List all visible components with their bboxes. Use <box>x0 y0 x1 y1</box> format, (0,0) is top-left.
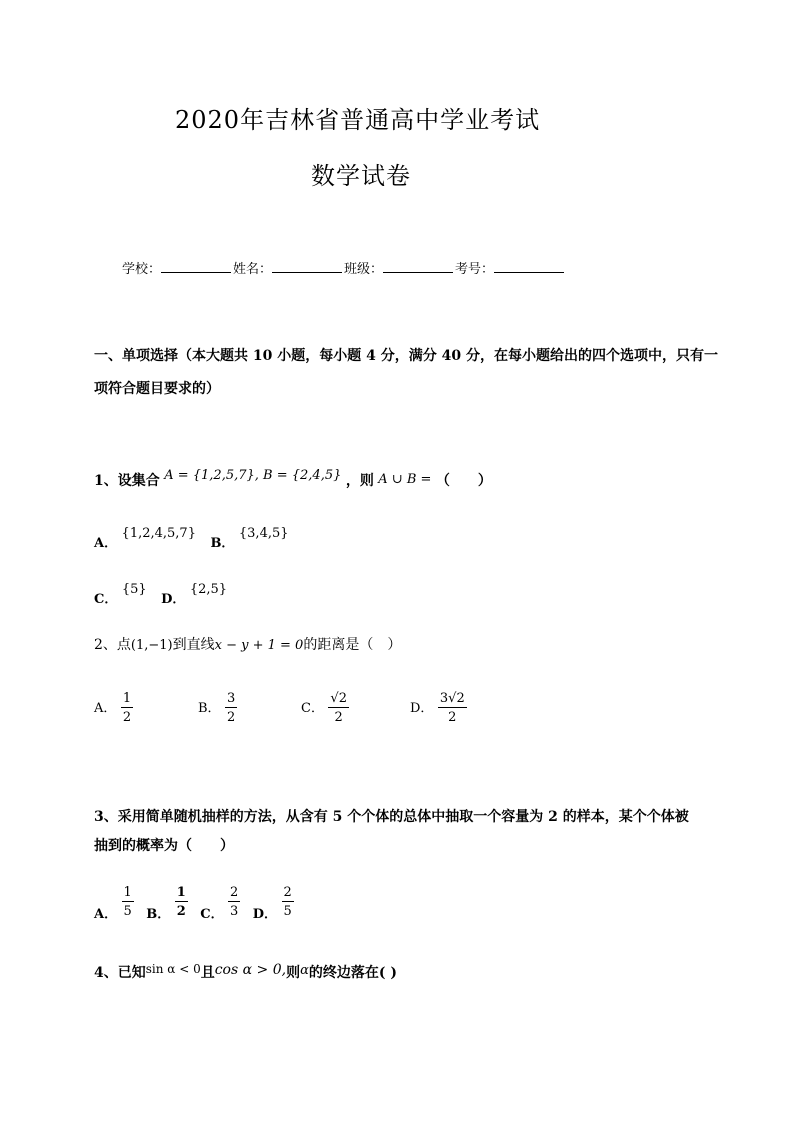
q2-point: (1,−1) <box>130 638 173 653</box>
q4-and: 且 <box>200 965 215 981</box>
q2-option-c-label: C． <box>301 701 324 716</box>
q3-option-a-label: A． <box>94 907 118 922</box>
q1-option-d-label[interactable]: D． <box>161 592 186 607</box>
q2-option-a-den: 2 <box>122 710 132 725</box>
exam-number-label: 考号： <box>455 262 495 277</box>
class-blank[interactable] <box>383 260 453 273</box>
question-2 <box>94 634 401 654</box>
exam-title: 2020年吉林省普通高中学业考试 <box>175 106 541 134</box>
q3-option-d-label: D． <box>252 907 278 922</box>
q3-option-b-num: 1 <box>176 885 186 900</box>
q4-then: 则 <box>286 965 301 981</box>
q1-paren: （ ） <box>435 473 492 489</box>
q2-option-b-den: 2 <box>227 710 236 725</box>
q3-option-d-num: 2 <box>283 885 292 900</box>
q3-option-c[interactable] <box>200 885 245 922</box>
school-blank[interactable] <box>161 260 231 273</box>
q1-mid: ，则 <box>345 473 374 489</box>
q2-mid: 到直线 <box>172 637 215 653</box>
exam-subtitle: 数学试卷 <box>311 162 411 190</box>
q3-option-a-den: 5 <box>123 904 132 919</box>
q2-option-a[interactable] <box>94 692 133 724</box>
q2-option-c-den: 2 <box>334 710 343 725</box>
q2-suffix: 的距离是（ ） <box>303 637 402 653</box>
q1-prefix: 1、设集合 <box>94 473 160 489</box>
q1-expr: A ∪ B = <box>378 472 432 487</box>
q2-option-a-num: 1 <box>122 691 132 706</box>
q1-sets: A = {1,2,5,7}, B = {2,4,5} <box>164 468 342 483</box>
q4-cond1: sin α < 0 <box>145 962 201 976</box>
q4-prefix: 4、已知 <box>94 965 146 981</box>
q1-options-row-2 <box>94 578 228 607</box>
section1-heading-line1: 一、单项选择（本大题共 10 小题，每小题 4 分，满分 40 分，在每小题给出的四个选项中，只有一 <box>94 348 718 364</box>
q2-option-d-num: 3√2 <box>439 691 465 706</box>
section1-heading-line2: 项符合题目要求的） <box>94 381 220 397</box>
q2-option-d[interactable] <box>410 692 467 724</box>
q3-option-d-den: 5 <box>283 904 292 919</box>
q2-option-d-label: D． <box>410 701 434 716</box>
q3-option-c-num: 2 <box>230 885 239 900</box>
q3-option-c-den: 3 <box>230 904 239 919</box>
q3-option-a-num: 1 <box>123 885 132 900</box>
q3-options-row <box>94 885 294 922</box>
exam-number-blank[interactable] <box>494 260 564 273</box>
q1-options-row-1 <box>94 522 289 551</box>
name-blank[interactable] <box>272 260 342 273</box>
q1-option-a-value: {1,2,4,5,7} <box>121 526 196 541</box>
name-label: 姓名： <box>233 262 273 277</box>
student-info-row <box>122 258 566 277</box>
q2-option-b[interactable] <box>198 692 237 724</box>
q3-line1: 3、采用简单随机抽样的方法，从含有 5 个个体的总体中抽取一个容量为 2 的样本，某个个体被 <box>94 809 689 825</box>
question-1 <box>94 470 492 490</box>
q3-option-b-label: B． <box>146 907 171 922</box>
school-label: 学校： <box>122 262 162 277</box>
q1-option-d-value: {2,5} <box>189 582 228 597</box>
q4-suffix: 的终边落在( ) <box>308 965 397 981</box>
q1-option-b-label[interactable]: B． <box>210 536 235 551</box>
q2-prefix: 2、点 <box>94 637 131 653</box>
q3-option-d[interactable] <box>252 885 294 922</box>
q1-option-c-label[interactable]: C． <box>94 592 118 607</box>
q3-option-c-label: C． <box>200 907 224 922</box>
q3-option-a[interactable] <box>94 885 138 922</box>
q2-option-b-label: B． <box>198 701 221 716</box>
q2-option-d-den: 2 <box>448 710 457 725</box>
q3-option-b-den: 2 <box>176 904 186 919</box>
q4-alpha: α <box>300 963 309 978</box>
q1-option-a-label[interactable]: A． <box>94 536 118 551</box>
q2-option-a-label: A． <box>94 701 117 716</box>
q1-option-c-value: {5} <box>121 582 147 597</box>
question-4 <box>94 962 397 982</box>
q2-option-b-num: 3 <box>227 691 236 706</box>
class-label: 班级： <box>344 262 384 277</box>
q2-option-c[interactable] <box>301 692 349 724</box>
q2-line: x − y + 1 = 0 <box>214 638 304 653</box>
q4-cond2: cos α > 0, <box>214 962 287 978</box>
q3-option-b[interactable] <box>146 885 192 922</box>
q1-option-b-value: {3,4,5} <box>238 526 289 541</box>
q2-option-c-num: √2 <box>330 691 347 706</box>
q3-line2: 抽到的概率为（ ） <box>94 838 234 854</box>
